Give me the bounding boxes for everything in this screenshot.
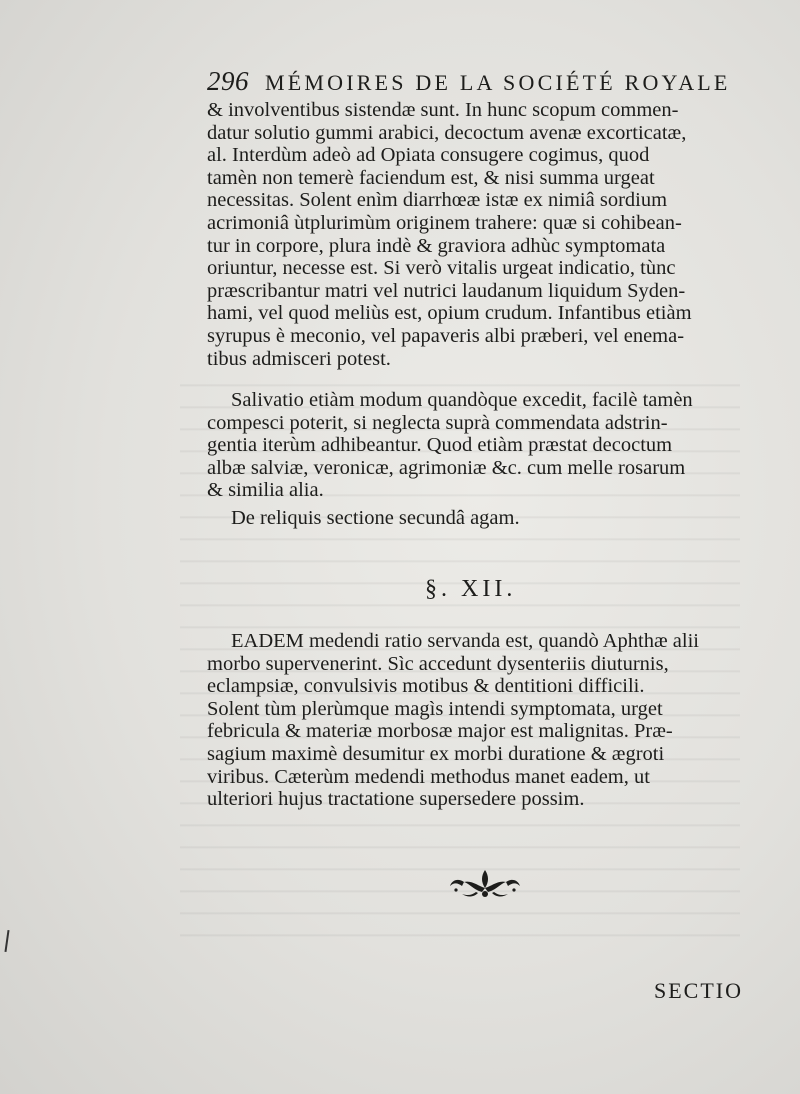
text-line: Salivatio etiàm modum quandòque excedit, facilè tamèn: [231, 389, 693, 411]
text-line: necessitas. Solent enìm diarrhœæ istæ ex nimiâ sordium: [207, 189, 668, 212]
text-line: compesci poterit, si neglecta suprà commendata adstrin-: [207, 411, 668, 434]
margin-mark: [4, 930, 9, 952]
text-line: acrimoniâ ùtplurimùm originem trahere: quæ si cohibean-: [207, 211, 682, 234]
text-line: ulteriori hujus tractatione supersedere possim.: [207, 788, 585, 811]
text-line: datur solutio gummi arabici, decoctum avenæ excorticatæ,: [207, 121, 687, 144]
text-line: tamèn non temerè faciendum est, & nisi summa urgeat: [207, 166, 655, 189]
paragraph-1: [207, 99, 757, 370]
text-line: syrupus è meconio, vel papaveris albi præberi, vel enema-: [207, 324, 685, 347]
paragraph-2: [207, 389, 757, 502]
text-line: eclampsiæ, convulsivis motibus & dentitioni difficili.: [207, 675, 645, 698]
text-line: viribus. Cæterùm medendi methodus manet eadem, ut: [207, 765, 650, 788]
text-line: oriuntur, necesse est. Si verò vitalis urgeat indicatio, tùnc: [207, 257, 676, 280]
text-line: febricula & materiæ morbosæ major est malignitas. Præ-: [207, 720, 673, 743]
text-line: & involventibus sistendæ sunt. In hunc scopum commen-: [207, 99, 679, 121]
catchword: SECTIO: [654, 978, 743, 1003]
text-line: al. Interdùm adeò ad Opiata consugere cogimus, quod: [207, 144, 650, 167]
section-heading: §. XII.: [425, 576, 517, 602]
text-line: tur in corpore, plura indè & graviora adhùc symptomata: [207, 234, 666, 257]
running-head: [207, 66, 731, 100]
text-line: gentia iterùm adhibeantur. Quod etiàm præstat decoctum: [207, 434, 673, 457]
text-line: hami, vel quod meliùs est, opium crudum. Infantibus etiàm: [207, 302, 692, 325]
paragraph-3: [207, 507, 757, 530]
page-number: 296: [207, 66, 249, 96]
text-line: morbo supervenerint. Sìc accedunt dysenteriis diuturnis,: [207, 652, 669, 675]
text-line: EADEM medendi ratio servanda est, quandò Aphthæ alii: [231, 630, 699, 652]
paragraph-4: [207, 630, 757, 811]
text-line: sagium maximè desumitur ex morbi duratione & ægroti: [207, 742, 665, 765]
text-line: præscribantur matri vel nutrici laudanum liquidum Syden-: [207, 279, 686, 302]
text-line: Solent tùm plerùmque magìs intendi symptomata, urget: [207, 697, 663, 720]
running-title: MÉMOIRES DE LA SOCIÉTÉ ROYALE: [265, 70, 731, 95]
text-line: De reliquis sectione secundâ agam.: [231, 507, 520, 529]
text-line: tibus admisceri potest.: [207, 347, 391, 370]
fleuron-ornament-icon: [448, 866, 522, 900]
text-line: & similia alia.: [207, 479, 324, 502]
text-line: albæ salviæ, veronicæ, agrimoniæ &c. cum melle rosarum: [207, 456, 686, 479]
